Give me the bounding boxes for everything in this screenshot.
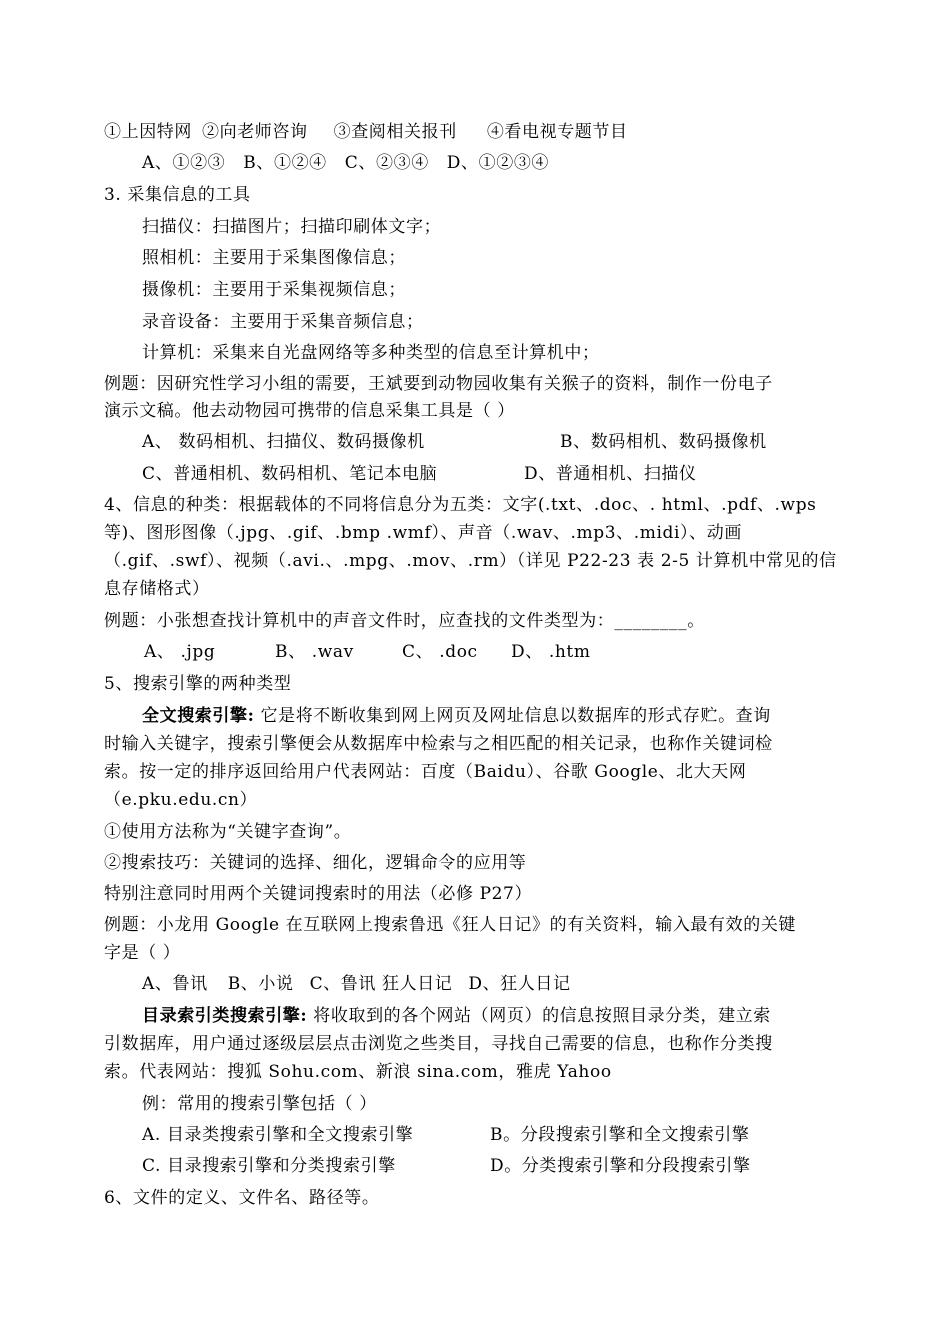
- paragraph-line: （.gif、.swf）、视频（.avi.、.mpg、.mov、.rm）（详见 P22-23 表 2-5 计算机中常见的信: [104, 551, 837, 571]
- paragraph-line: ②搜索技巧：关键词的选择、细化，逻辑命令的应用等: [104, 853, 527, 873]
- answer-choices-line: [142, 973, 571, 995]
- answer-b: B、数码相机、数码摄像机: [560, 432, 767, 452]
- answer-b: B、 .wav: [275, 642, 354, 662]
- directory-intro: [142, 1005, 771, 1027]
- paragraph-line: 息存储格式）: [104, 579, 210, 599]
- paragraph-line: 索。按一定的排序返回给用户代表网站：百度（Baidu）、谷歌 Google、北大天网: [104, 762, 747, 782]
- section-heading: 3. 采集信息的工具: [104, 185, 251, 205]
- answer-c: C. 目录搜索引擎和分类搜索引擎: [142, 1156, 396, 1176]
- answer-a: A、鲁讯: [142, 974, 208, 994]
- example-question-cont: 演示文稿。他去动物园可携带的信息采集工具是（ ）: [104, 401, 515, 421]
- paragraph-line: 索。代表网站：搜狐 Sohu.com、新浪 sina.com，雅虎 Yahoo: [104, 1062, 612, 1082]
- paragraph-line: 等)、图形图像（.jpg、.gif、.bmp .wmf）、声音（.wav、.mp3、.midi）、动画: [104, 523, 742, 543]
- example-question: 例：常用的搜索引擎包括（ ）: [142, 1094, 377, 1114]
- answer-b: B、小说: [227, 974, 294, 994]
- fulltext-title: 全文搜索引擎:: [142, 706, 255, 726]
- answer-a: A、①②③: [142, 153, 226, 173]
- answer-d: D。分类搜索引擎和分段搜索引擎: [490, 1156, 751, 1176]
- directory-desc: 将收取到的各个网站（网页）的信息按照目录分类，建立索: [307, 1006, 771, 1026]
- paragraph-line: 引数据库，用户通过逐级层层点击浏览之些类目，寻找自己需要的信息，也称作分类搜: [104, 1034, 773, 1054]
- question-options-line: [104, 121, 628, 143]
- section-heading: 5、搜索引擎的两种类型: [104, 674, 292, 694]
- example-question: 例题：小龙用 Google 在互联网上搜索鲁迅《狂人日记》的有关资料，输入最有效的关键: [104, 915, 797, 935]
- answer-a: A、 数码相机、扫描仪、数码摄像机: [142, 432, 425, 452]
- fulltext-desc: 它是将不断收集到网上网页及网址信息以数据库的形式存贮。查询: [254, 706, 771, 726]
- answer-c: C、②③④: [344, 153, 429, 173]
- option-3: ③查阅相关报刊: [333, 122, 457, 142]
- section-heading: 4、信息的种类：根据载体的不同将信息分为五类：文字(.txt、.doc、. html、.pdf、.wps: [104, 495, 817, 515]
- option-4: ④看电视专题节目: [486, 122, 628, 142]
- answer-d: D、普通相机、扫描仪: [524, 464, 697, 484]
- answer-a: A. 目录类搜索引擎和全文搜索引擎: [142, 1125, 414, 1145]
- answer-d: D、 .htm: [511, 642, 591, 662]
- paragraph-line: ①使用方法称为“关键字查询”。: [104, 822, 352, 842]
- answer-a: A、 .jpg: [144, 642, 216, 662]
- answer-c: C、鲁讯 狂人日记: [309, 974, 453, 994]
- option-2: ②向老师咨询: [202, 122, 308, 142]
- directory-title: 目录索引类搜索引擎:: [142, 1006, 308, 1026]
- example-question-cont: 字是（ ）: [104, 943, 181, 963]
- option-1: ①上因特网: [104, 122, 192, 142]
- fulltext-intro: [142, 705, 771, 727]
- tool-item: 计算机：采集来自光盘网络等多种类型的信息至计算机中；: [142, 343, 600, 363]
- section-heading: 6、文件的定义、文件名、路径等。: [104, 1188, 380, 1208]
- tool-item: 照相机：主要用于采集图像信息；: [142, 248, 406, 268]
- tool-item: 扫描仪：扫描图片；扫描印刷体文字；: [142, 217, 442, 237]
- answer-c: C、普通相机、数码相机、笔记本电脑: [142, 464, 438, 484]
- answer-d: D、①②③④: [446, 153, 550, 173]
- answer-d: D、狂人日记: [468, 974, 571, 994]
- tool-item: 录音设备：主要用于采集音频信息；: [142, 312, 424, 332]
- paragraph-line: （e.pku.edu.cn）: [104, 790, 258, 810]
- answer-b: B。分段搜索引擎和全文搜索引擎: [490, 1125, 750, 1145]
- answer-c: C、 .doc: [402, 642, 478, 662]
- paragraph-line: 特别注意同时用两个关键词搜索时的用法（必修 P27）: [104, 884, 533, 904]
- paragraph-line: 时输入关键字，搜索引擎便会从数据库中检索与之相匹配的相关记录，也称作关键词检: [104, 734, 773, 754]
- example-question: 例题：因研究性学习小组的需要，王斌要到动物园收集有关猴子的资料，制作一份电子: [104, 374, 773, 394]
- tool-item: 摄像机：主要用于采集视频信息；: [142, 280, 406, 300]
- answer-choices-line: [142, 152, 549, 174]
- answer-b: B、①②④: [243, 153, 327, 173]
- example-question: 例题：小张想查找计算机中的声音文件时，应查找的文件类型为：________。: [104, 611, 705, 631]
